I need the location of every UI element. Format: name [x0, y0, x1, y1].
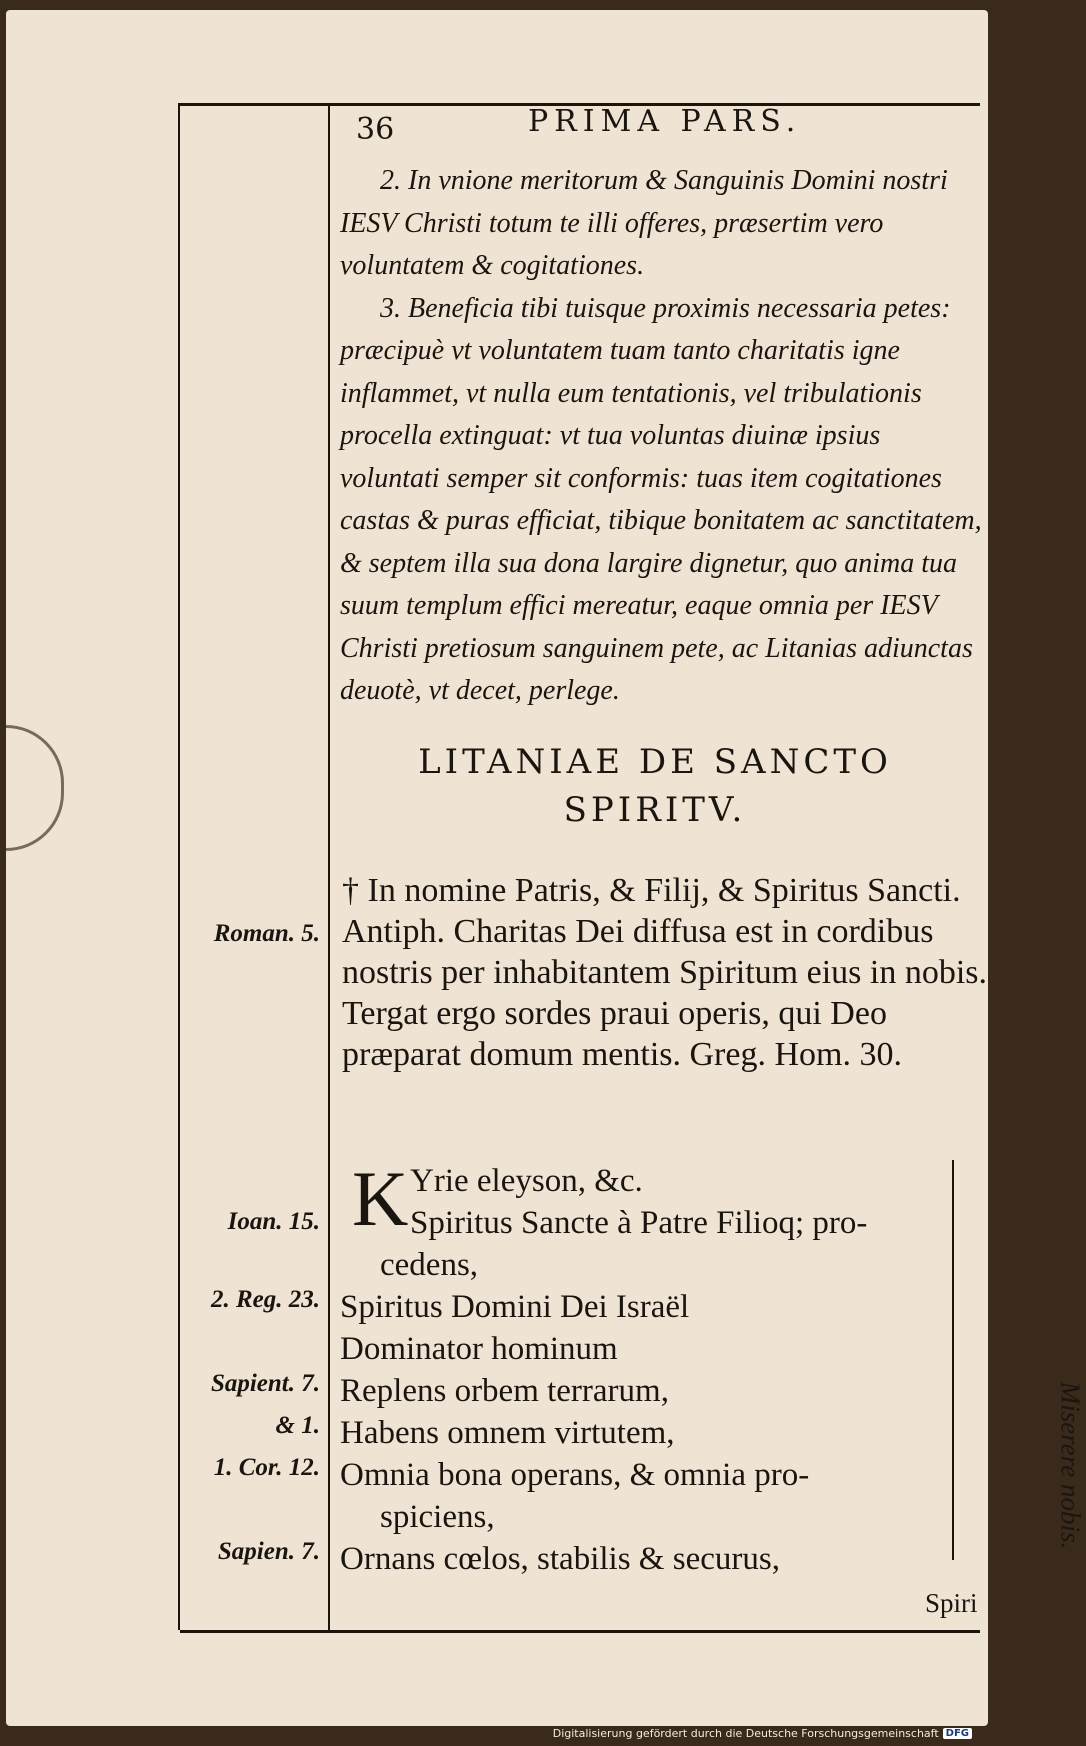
instruction-text: [340, 160, 985, 713]
litany-heading-line2: SPIRITV.: [563, 790, 747, 830]
dfg-logo: DFG: [943, 1728, 972, 1739]
credit-text: Digitalisierung gefördert durch die Deutsche Forschungsgemeinschaft: [552, 1727, 939, 1740]
litany-line: Spiritus Domini Dei Israël: [340, 1289, 690, 1325]
paragraph-2: 2. In vnione meritorum & Sanguinis Domini nostri IESV Christi totum te illi offeres, præsertim vero voluntatem & cogitationes.: [340, 165, 948, 281]
litany-heading: [340, 738, 970, 834]
digitization-credit: [553, 1727, 972, 1740]
litany-line: Dominator hominum: [340, 1331, 618, 1367]
litany-line: Omnia bona operans, & omnia pro-: [340, 1457, 810, 1493]
page-number: 36: [356, 112, 395, 147]
litany-line: Spiritus Sancte à Patre Filioq; pro-: [410, 1205, 868, 1241]
gregory-quote: Tergat ergo sordes praui operis, qui Deo præparat domum mentis. Greg. Hom. 30.: [342, 995, 902, 1073]
margin-note-sapient: Sapient. 7.: [210, 1370, 320, 1397]
litany-line: Yrie eleyson, &c.: [410, 1163, 643, 1199]
margin-note-cor: 1. Cor. 12.: [213, 1454, 320, 1481]
running-title: PRIMA PARS.: [528, 104, 802, 139]
catchword: Spiri: [925, 1588, 978, 1618]
litany-line: spiciens,: [380, 1499, 495, 1535]
antiphon-block: [342, 870, 987, 1075]
margin-note-ioan: Ioan. 15.: [227, 1208, 320, 1235]
litany-line: cedens,: [380, 1247, 479, 1283]
litany-response: Miserere nobis.: [1055, 1381, 1086, 1550]
litany-line: Replens orbem terrarum,: [340, 1373, 669, 1409]
margin-note-sapien: Sapien. 7.: [217, 1538, 320, 1565]
paragraph-3: 3. Beneficia tibi tuisque proximis necessaria petes: præcipuè vt voluntatem tuam tanto charitatis igne inflammet, vt nulla eum tentationis, vel tribulationis procella extinguat: vt tua voluntas diuinæ ipsius voluntati semper sit conformis: tuas item cogitationes castas & puras efficiat, tibique bonitatem ac sanctitatem, & septem illa sua dona largire dignetur, quo anima tua suum templum effici mereatur, eaque omnia per IESV Christi pretiosum sanguinem pete, ac Litanias adiunctas deuotè, vt decet, perlege.: [340, 292, 982, 706]
litany-line: Ornans cœlos, stabilis & securus,: [340, 1541, 780, 1577]
antiphon-text: † In nomine Patris, & Filij, & Spiritus Sancti. Antiph. Charitas Dei diffusa est in cordibus nostris per inhabitantem Spiritum eius in nobis.: [342, 872, 988, 991]
litany-line: Habens omnem virtutem,: [340, 1415, 675, 1451]
margin-note-reg: 2. Reg. 23.: [210, 1286, 320, 1313]
inner-margin-line: [328, 103, 330, 1630]
margin-note-et1: & 1.: [275, 1412, 320, 1439]
bottom-rule: [180, 1630, 980, 1633]
litany-heading-line1: LITANIAE DE SANCTO: [418, 742, 892, 782]
margin-note-roman: Roman. 5.: [213, 920, 320, 947]
outer-margin-line: [178, 103, 180, 1630]
drop-cap: K: [352, 1155, 409, 1242]
litany-invocations: [340, 1155, 960, 1580]
page-clasp: [6, 725, 64, 851]
